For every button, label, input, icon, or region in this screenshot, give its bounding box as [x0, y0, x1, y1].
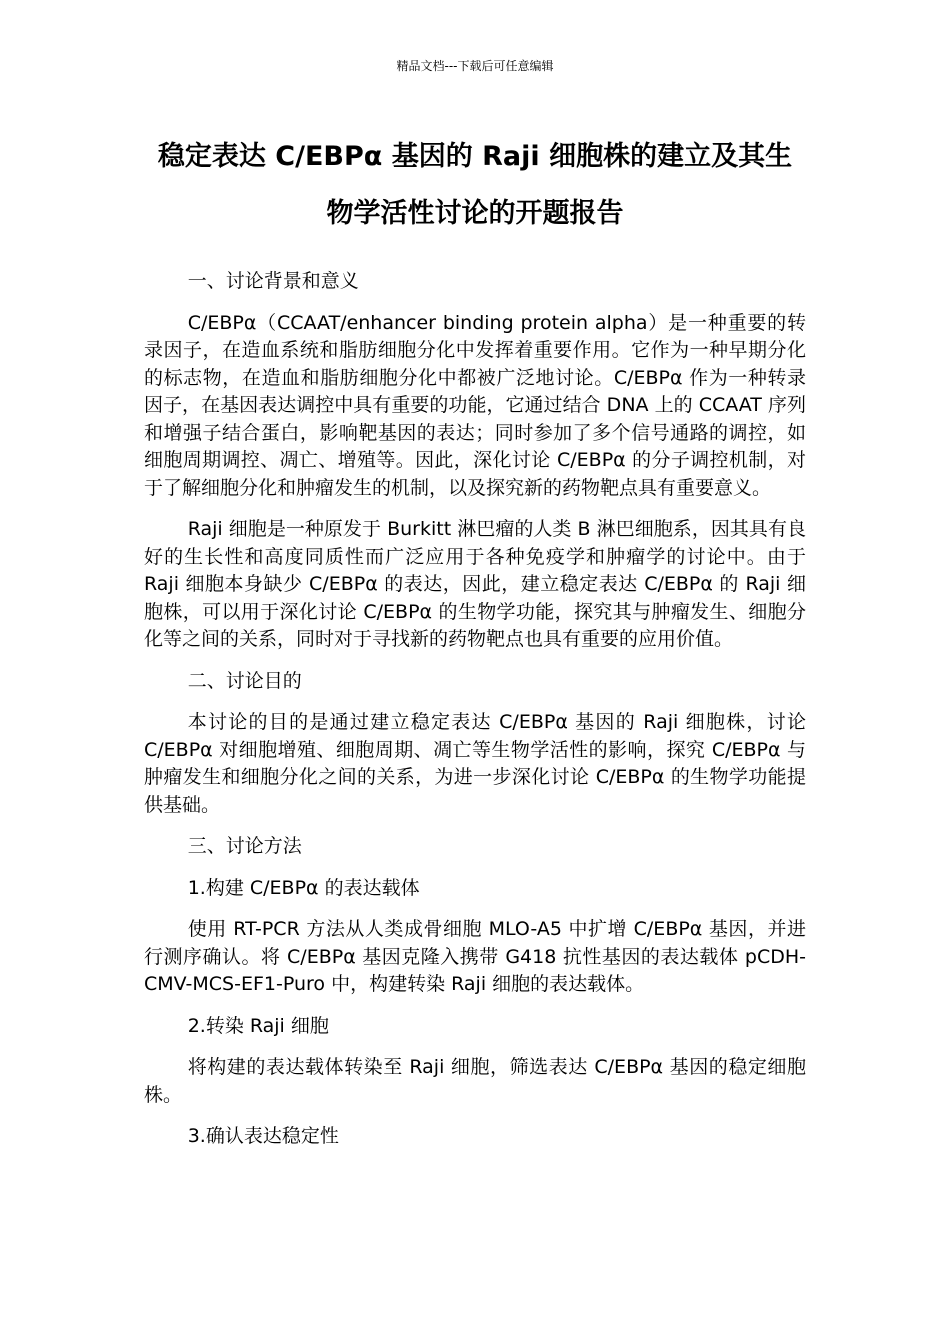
paragraph-purpose: 本讨论的目的是通过建立稳定表达 C/EBPα 基因的 Raji 细胞株，讨论 C/EBPα 对细胞增殖、细胞周期、凋亡等生物学活性的影响，探究 C/EBPα 与肿瘤发生和细胞分化之间的关系，为进一步深化讨论 C/EBPα 的生物学功能提供基础。 — [144, 711, 806, 816]
subheading-transfect-raji: 2.转染 Raji 细胞 — [187, 1014, 329, 1037]
paragraph-cebpa-intro: C/EBPα（CCAAT/enhancer binding protein alpha）是一种重要的转录因子，在造血系统和脂肪细胞分化中发挥着重要作用。它作为一种早期分化的标志物，在造血和脂肪细胞分化中都被广泛地讨论。C/EBPα 作为一种转录因子，在基因表达调控中具有重要的功能，它通过结合 DNA 上的 CCAAT 序列和增强子结合蛋白，影响靶基因的表达；同时参加了多个信号通路的调控，如细胞周期调控、凋亡、增殖等。因此，深化讨论 C/EBPα 的分子调控机制，对于了解细胞分化和肿瘤发生的机制，以及探究新的药物靶点具有重要意义。 — [144, 311, 806, 499]
paragraph-construct-vector: 使用 RT-PCR 方法从人类成骨细胞 MLO-A5 中扩增 C/EBPα 基因，并进行测序确认。将 C/EBPα 基因克隆入携带 G418 抗性基因的表达载体 pCDH-CMV-MCS-EF1-Puro 中，构建转染 Raji 细胞的表达载体。 — [144, 918, 806, 995]
title-line-1: 稳定表达 C/EBPα 基因的 Raji 细胞株的建立及其生 — [157, 141, 793, 172]
title-line-2: 物学活性讨论的开题报告 — [326, 198, 624, 229]
section-heading-methods: 三、讨论方法 — [187, 835, 302, 857]
header-note: 精品文档---下载后可任意编辑 — [396, 59, 554, 73]
section-heading-purpose: 二、讨论目的 — [187, 669, 302, 692]
subheading-confirm-stability: 3.确认表达稳定性 — [187, 1125, 339, 1147]
document-body — [144, 268, 806, 1165]
paragraph-raji-cells: Raji 细胞是一种原发于 Burkitt 淋巴瘤的人类 B 淋巴细胞系，因其具有良好的生长性和高度同质性而广泛应用于各种免疫学和肿瘤学的讨论中。由于 Raji 细胞本身缺少 C/EBPα 的表达，因此，建立稳定表达 C/EBPα 的 Raji 细胞株，可以用于深化讨论 C/EBPα 的生物学功能，探究其与肿瘤发生、细胞分化等之间的关系，同时对于寻找新的药物靶点也具有重要的应用价值。 — [144, 518, 806, 650]
paragraph-transfect-raji: 将构建的表达载体转染至 Raji 细胞，筛选表达 C/EBPα 基因的稳定细胞株。 — [144, 1056, 806, 1106]
subheading-construct-vector: 1.构建 C/EBPα 的表达载体 — [187, 876, 420, 899]
section-heading-background: 一、讨论背景和意义 — [187, 270, 359, 292]
document-title — [130, 128, 820, 242]
